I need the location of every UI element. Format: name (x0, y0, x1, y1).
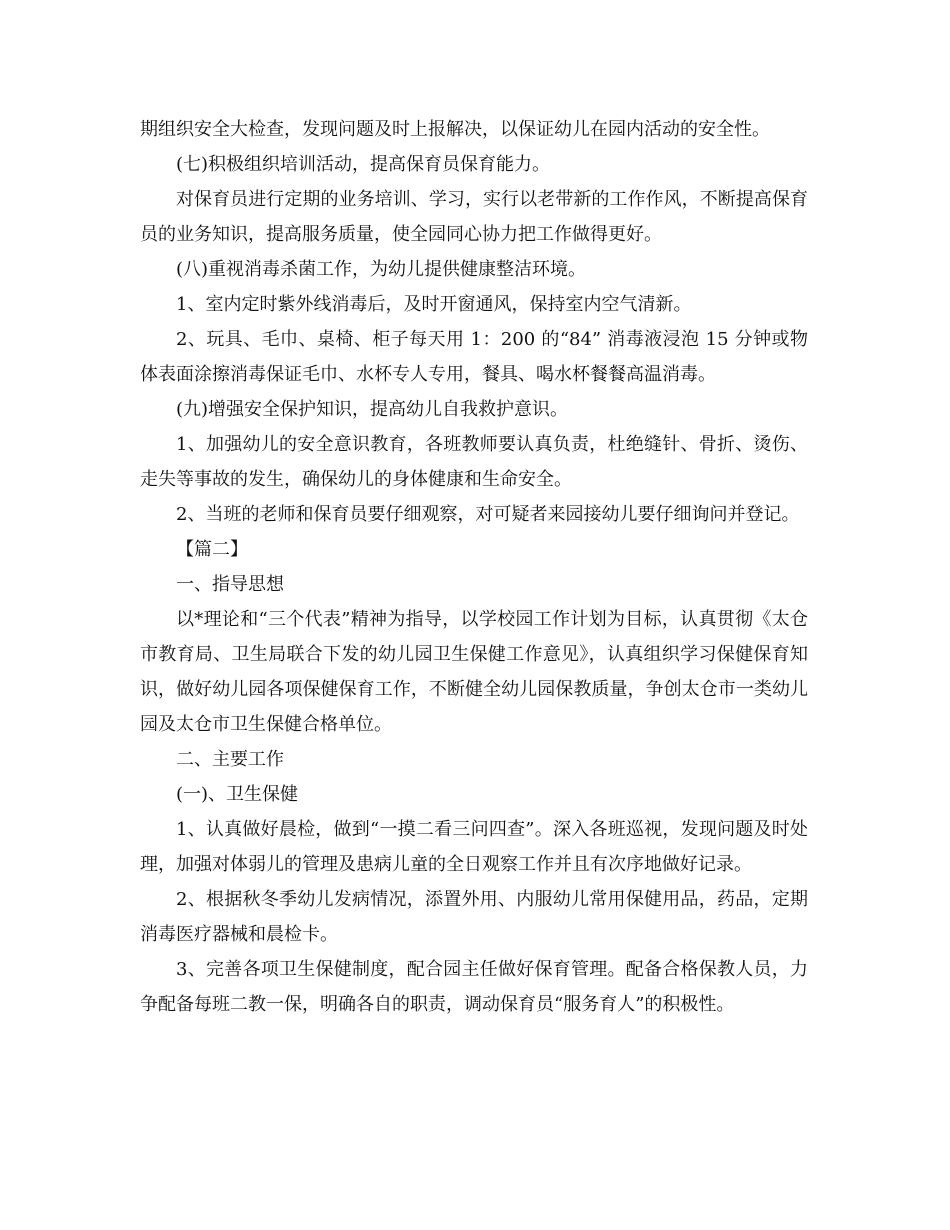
list-item-morning-check: 1、认真做好晨检，做到“一摸二看三问四查”。深入各班巡视，发现问题及时处理，加强对体弱儿的管理及患病儿童的全日观察工作并且有次序地做好记录。 (140, 819, 808, 875)
section-heading-7: (七)积极组织培训活动，提高保育员保育能力。 (176, 154, 551, 175)
list-item-systems: 3、完善各项卫生保健制度，配合园主任做好保育管理。配备合格保教人员，力争配备每班二教一保，明确各自的职责，调动保育员“服务育人”的积极性。 (140, 959, 808, 1015)
document-page (140, 112, 808, 1022)
main-work-heading: 二、主要工作 (176, 749, 284, 770)
list-item-supplies: 2、根据秋冬季幼儿发病情况，添置外用、内服幼儿常用保健用品，药品，定期消毒医疗器械和晨检卡。 (140, 889, 808, 945)
list-item-observation: 2、当班的老师和保育员要仔细观察，对可疑者来园接幼儿要仔细询问并登记。 (176, 504, 800, 525)
section-heading-8: (八)重视消毒杀菌工作，为幼儿提供健康整洁环境。 (176, 259, 587, 280)
part-two-heading: 【篇二】 (176, 539, 248, 560)
paragraph-training: 对保育员进行定期的业务培训、学习，实行以老带新的工作作风，不断提高保育员的业务知识，提高服务质量，使全园同心协力把工作做得更好。 (140, 189, 808, 245)
list-item-toy-disinfection: 2、玩具、毛巾、桌椅、柜子每天用 1：200 的“84” 消毒液浸泡 15 分钟或物体表面涂擦消毒保证毛巾、水杯专人专用，餐具、喝水杯餐餐高温消毒。 (140, 329, 808, 385)
guiding-ideology-heading: 一、指导思想 (176, 574, 284, 595)
list-item-uv-disinfection: 1、室内定时紫外线消毒后，及时开窗通风，保持室内空气清新。 (176, 294, 692, 315)
section-heading-9: (九)增强安全保护知识，提高幼儿自我救护意识。 (176, 399, 569, 420)
paragraph-continuation: 期组织安全大检查，发现问题及时上报解决，以保证幼儿在园内活动的安全性。 (140, 119, 770, 140)
paragraph-guiding-ideology: 以*理论和“三个代表”精神为指导，以学校园工作计划为目标，认真贯彻《太仓市教育局、卫生局联合下发的幼儿园卫生保健工作意见》，认真组织学习保健保育知识，做好幼儿园各项保健保育工作，不断健全幼儿园保教质量，争创太仓市一类幼儿园及太仓市卫生保健合格单位。 (140, 609, 808, 735)
list-item-safety-education: 1、加强幼儿的安全意识教育，各班教师要认真负责，杜绝缝针、骨折、烫伤、走失等事故的发生，确保幼儿的身体健康和生命安全。 (140, 434, 808, 490)
health-care-heading: (一)、卫生保健 (176, 784, 299, 805)
